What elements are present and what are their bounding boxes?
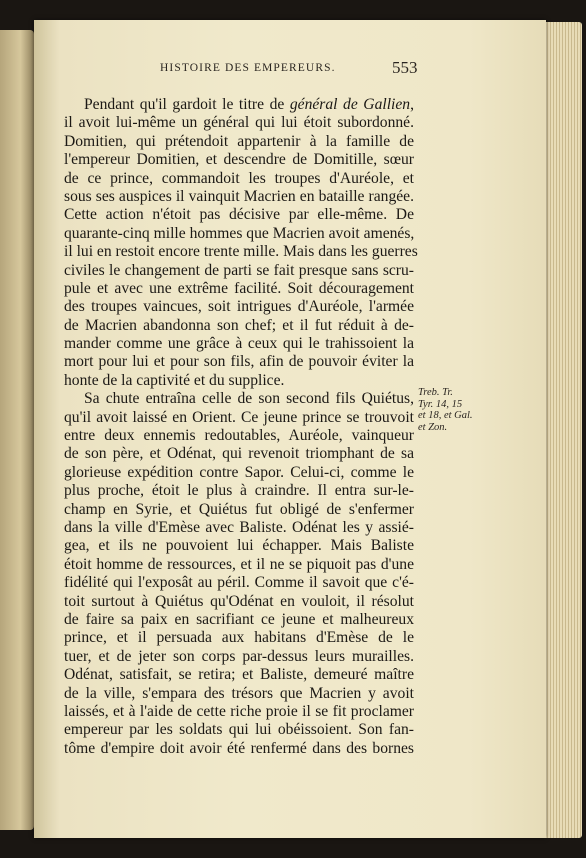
text-line: gea, et ils ne pouvoient lui échapper. Mais Baliste bbox=[64, 537, 414, 555]
text-line: champ en Syrie, et Quiétus fut obligé de s'enfermer bbox=[64, 500, 414, 518]
text-line bbox=[64, 96, 414, 114]
text-line: de son père, et Odénat, qui revenoit triomphant de sa bbox=[64, 445, 414, 463]
text-line: pule et avec une extrême facilité. Soit découragement bbox=[64, 279, 414, 297]
text-line: tuer, et de jeter son corps par-dessus leurs murailles. bbox=[64, 647, 414, 665]
text-line: l'empereur Domitien, et descendre de Domitille, sœur bbox=[64, 151, 414, 169]
text-run: , bbox=[410, 96, 414, 113]
margin-note-line: Tyr. 14, 15 bbox=[418, 398, 463, 410]
text-line: empereur par les soldats qui lui obéissoient. Son fan- bbox=[64, 721, 414, 739]
text-line: il avoit lui-même un général qui lui étoit subordonné. bbox=[64, 114, 414, 132]
text-line: sous ses auspices il vainquit Macrien en bataille rangée. bbox=[64, 187, 414, 205]
text-line: entre deux ennemis redoutables, Auréole, vainqueur bbox=[64, 427, 414, 445]
margin-note-line: et 18, et Gal. bbox=[418, 410, 473, 422]
text-line: Domitien, qui prétendoit appartenir à la famille de bbox=[64, 132, 414, 150]
text-line: il lui en restoit encore trente mille. Mais dans les guerres bbox=[64, 243, 418, 261]
italic-run: général de Gallien bbox=[289, 96, 411, 113]
text-line: dans la ville d'Emèse avec Baliste. Odénat les y assié- bbox=[64, 518, 414, 536]
text-line: de Macrien abandonna son chef; et il fut réduit à de- bbox=[64, 316, 414, 334]
margin-note-line: et Zon. bbox=[418, 421, 448, 433]
text-line: plus proche, étoit le plus à craindre. Il entra sur-le- bbox=[64, 482, 414, 500]
text-line: prince, et il persuada aux habitans d'Emèse de le bbox=[64, 629, 414, 647]
body-text bbox=[64, 96, 418, 758]
text-line: Odénat, satisfait, se retira; et Baliste, demeuré maître bbox=[64, 666, 414, 684]
text-line: tôme d'empire doit avoir été renfermé dans des bornes bbox=[64, 739, 414, 757]
text-line: de la ville, s'empara des trésors que Macrien y avoit bbox=[64, 684, 414, 702]
facing-page-edge bbox=[0, 30, 34, 830]
text-line: de ce prince, commandoit les troupes d'Auréole, et bbox=[64, 169, 414, 187]
text-line: glorieuse expédition contre Sapor. Celui-ci, comme le bbox=[64, 463, 414, 481]
margin-citation bbox=[418, 387, 498, 433]
text-line: étoit homme de ressources, et il ne se piquoit pas d'une bbox=[64, 555, 414, 573]
text-line: Sa chute entraîna celle de son second fils Quiétus, bbox=[84, 390, 414, 408]
text-line: mort pour lui et pour son fils, afin de pouvoir éviter la bbox=[64, 353, 414, 371]
text-line: de faire sa paix en sacrifiant ce jeune et malheureux bbox=[64, 610, 414, 628]
text-line: civiles le changement de parti se fait presque sans scru- bbox=[64, 261, 414, 279]
page-number: 553 bbox=[392, 58, 418, 77]
text-line: honte de la captivité et du supplice. bbox=[64, 371, 285, 389]
text-line: Cette action n'étoit pas décisive par elle-même. De bbox=[64, 206, 414, 224]
running-head-title: HISTOIRE DES EMPEREURS. bbox=[160, 62, 336, 74]
text-line: des troupes vaincues, soit intrigues d'Auréole, l'armée bbox=[64, 298, 414, 316]
margin-note-line: Treb. Tr. bbox=[418, 387, 453, 398]
text-run: Pendant qu'il gardoit le titre de bbox=[84, 96, 290, 113]
text-line: quarante-cinq mille hommes que Macrien avoit amenés, bbox=[64, 224, 415, 242]
text-line: qu'il avoit laissé en Orient. Ce jeune prince se trouvoit bbox=[64, 408, 414, 426]
page-stack-edges bbox=[542, 22, 582, 838]
text-line: laissés, et à l'aide de cette riche proie il se fit proclamer bbox=[64, 702, 414, 720]
text-line: fidélité qui l'exposât au péril. Comme il savoit que c'é- bbox=[64, 574, 414, 592]
text-line: mander comme une grâce à ceux qui le trahissoient la bbox=[64, 335, 414, 353]
text-line: toit surtout à Quiétus qu'Odénat en vouloit, il résolut bbox=[64, 592, 414, 610]
running-head bbox=[0, 60, 586, 80]
